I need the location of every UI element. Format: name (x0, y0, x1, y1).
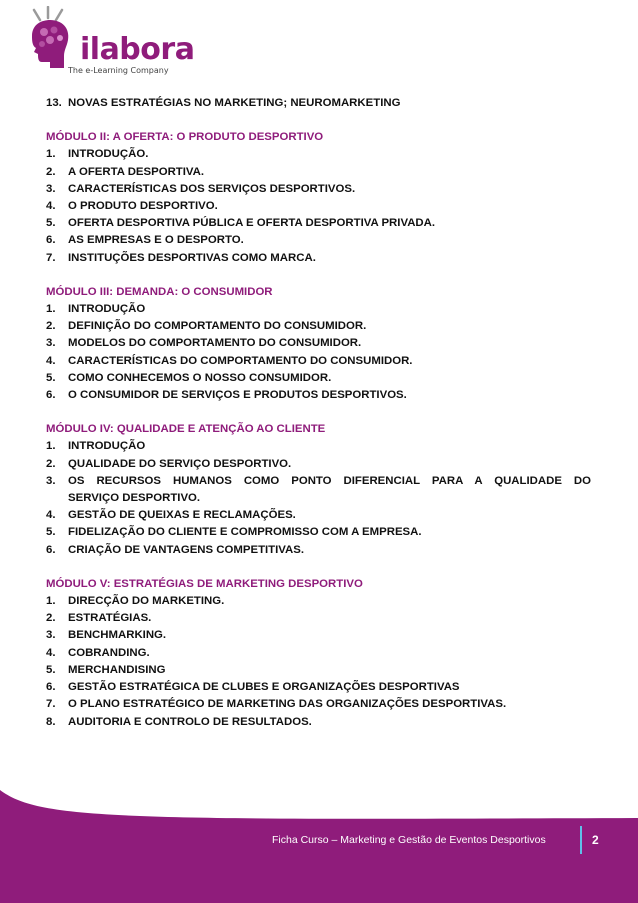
list-item (46, 95, 591, 112)
list-item (46, 301, 591, 318)
list-item (46, 387, 591, 404)
item-number: 6. (46, 389, 56, 402)
list-item (46, 181, 591, 198)
item-text: MERCHANDISING (68, 663, 166, 676)
item-number: 7. (46, 251, 56, 264)
item-text: BENCHMARKING. (68, 629, 167, 642)
item-text: O PRODUTO DESPORTIVO. (68, 200, 218, 213)
item-text: CRIAÇÃO DE VANTAGENS COMPETITIVAS. (68, 543, 305, 556)
module-heading: MÓDULO IV: QUALIDADE E ATENÇÃO AO CLIENTE (46, 423, 326, 436)
item-text: GESTÃO DE QUEIXAS E RECLAMAÇÕES. (68, 509, 296, 522)
list-item (46, 232, 591, 249)
list-item (46, 610, 591, 627)
item-text: ESTRATÉGIAS. (68, 612, 152, 625)
item-number: 3. (46, 182, 56, 195)
list-item (46, 542, 591, 559)
item-text: O PLANO ESTRATÉGICO DE MARKETING DAS ORGANIZAÇÕES DESPORTIVAS. (68, 698, 507, 711)
item-text: NOVAS ESTRATÉGIAS NO MARKETING; NEUROMARKETING (68, 97, 401, 109)
item-text: OFERTA DESPORTIVA PÚBLICA E OFERTA DESPORTIVA PRIVADA. (68, 217, 436, 230)
item-number: 2. (46, 320, 56, 333)
item-text: INTRODUÇÃO (68, 440, 146, 453)
item-text: O CONSUMIDOR DE SERVIÇOS E PRODUTOS DESPORTIVOS. (68, 389, 407, 402)
item-number: 5. (46, 663, 56, 676)
item-number: 1. (46, 595, 56, 608)
list-item (46, 662, 591, 679)
list-item (46, 146, 591, 163)
list-item (46, 164, 591, 181)
module-heading: MÓDULO III: DEMANDA: O CONSUMIDOR (46, 285, 273, 298)
item-number: 3. (46, 629, 56, 642)
list-item (46, 473, 591, 490)
item-text: QUALIDADE DO SERVIÇO DESPORTIVO. (68, 457, 292, 470)
item-number: 7. (46, 698, 56, 711)
footer-separator (580, 826, 582, 854)
module-heading: MÓDULO V: ESTRATÉGIAS DE MARKETING DESPORTIVO (46, 577, 363, 590)
item-text: AS EMPRESAS E O DESPORTO. (68, 234, 244, 247)
list-item (46, 370, 591, 387)
footer-shape (0, 790, 638, 903)
item-text: INTRODUÇÃO (68, 303, 146, 316)
module-heading: MÓDULO II: A OFERTA: O PRODUTO DESPORTIVO (46, 131, 324, 144)
item-number: 5. (46, 526, 56, 539)
list-item (46, 198, 591, 215)
item-number: 1. (46, 303, 56, 316)
item-number: 4. (46, 200, 56, 213)
item-number: 6. (46, 234, 56, 247)
list-item (46, 438, 591, 455)
item-number: 1. (46, 440, 56, 453)
list-item (46, 714, 591, 731)
item-number: 2. (46, 165, 56, 178)
logo-tagline: The e-Learning Company (68, 66, 169, 75)
item-number: 8. (46, 715, 56, 728)
course-contents (46, 95, 591, 731)
ilabora-logo (20, 6, 195, 78)
item-number: 3. (46, 337, 56, 350)
list-item (46, 318, 591, 335)
item-text: COMO CONHECEMOS O NOSSO CONSUMIDOR. (68, 371, 332, 384)
item-text: MODELOS DO COMPORTAMENTO DO CONSUMIDOR. (68, 337, 362, 350)
item-text: CARACTERÍSTICAS DO COMPORTAMENTO DO CONSUMIDOR. (68, 354, 413, 367)
footer-course-title: Ficha Curso – Marketing e Gestão de Eventos Desportivos (272, 834, 546, 846)
item-text: A OFERTA DESPORTIVA. (68, 165, 205, 178)
list-item (46, 645, 591, 662)
item-text: CARACTERÍSTICAS DOS SERVIÇOS DESPORTIVOS. (68, 182, 356, 195)
item-number: 5. (46, 371, 56, 384)
item-text: COBRANDING. (68, 646, 150, 659)
page-number: 2 (592, 833, 599, 847)
item-text: INSTITUÇÕES DESPORTIVAS COMO MARCA. (68, 251, 316, 264)
footer-band (0, 790, 638, 903)
list-item (46, 456, 591, 473)
item-text: AUDITORIA E CONTROLO DE RESULTADOS. (68, 715, 312, 728)
item-number: 6. (46, 681, 56, 694)
item-number: 5. (46, 217, 56, 230)
list-item-continuation: SERVIÇO DESPORTIVO. (68, 492, 201, 505)
item-number: 13. (46, 97, 62, 109)
list-item (46, 696, 591, 713)
item-text: FIDELIZAÇÃO DO CLIENTE E COMPROMISSO COM A EMPRESA. (68, 526, 422, 539)
item-text: GESTÃO ESTRATÉGICA DE CLUBES E ORGANIZAÇÕES DESPORTIVAS (68, 681, 460, 694)
list-item (46, 679, 591, 696)
list-item (46, 524, 591, 541)
item-text: INTRODUÇÃO. (68, 148, 149, 161)
item-number: 1. (46, 148, 56, 161)
list-item (46, 250, 591, 267)
item-number: 6. (46, 543, 56, 556)
list-item (46, 507, 591, 524)
item-number: 2. (46, 612, 56, 625)
logo-wordmark: ilabora (80, 32, 195, 67)
list-item (46, 593, 591, 610)
list-item (46, 353, 591, 370)
item-text: OS RECURSOS HUMANOS COMO PONTO DIFERENCIAL PARA A QUALIDADE DO (68, 474, 591, 487)
list-item (46, 215, 591, 232)
list-item (46, 627, 591, 644)
item-text: DEFINIÇÃO DO COMPORTAMENTO DO CONSUMIDOR. (68, 320, 367, 333)
item-number: 4. (46, 354, 56, 367)
item-number: 4. (46, 646, 56, 659)
item-number: 2. (46, 457, 56, 470)
item-number: 3. (46, 474, 56, 487)
item-text: DIRECÇÃO DO MARKETING. (68, 595, 225, 608)
list-item (46, 335, 591, 352)
item-number: 4. (46, 509, 56, 522)
